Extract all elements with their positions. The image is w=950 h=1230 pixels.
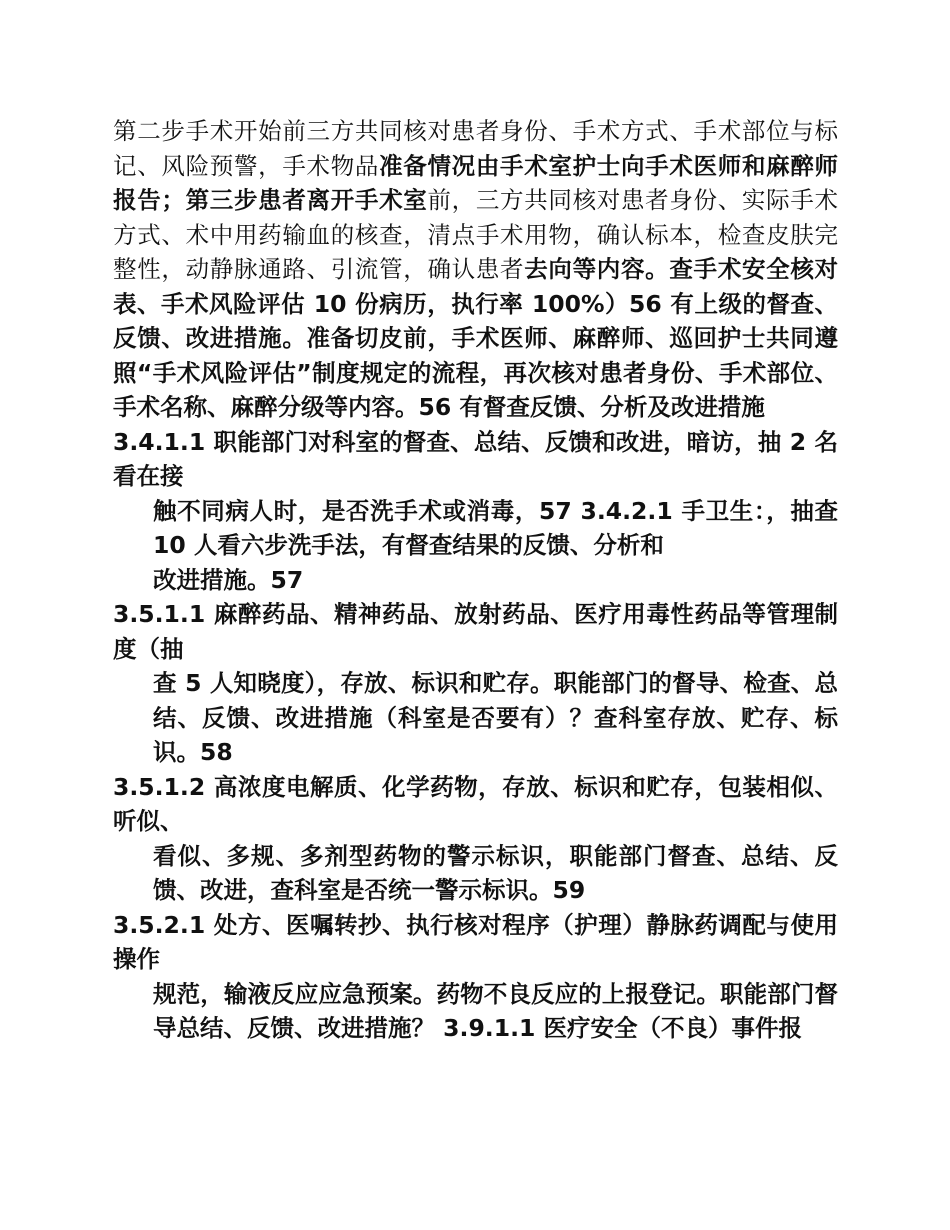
paragraph-3-5-2-1 [113,908,838,977]
document-page [113,114,838,1046]
text-run: 第二步手术开始前三方共同核对患者身份、手术方式、手术部位与标记、风险预警，手术物品 [113,117,838,180]
text-run-bold: 触不同病人时，是否洗手术或消毒，57 3.4.2.1 手卫生：，抽查 10 人看六步洗手法，有督查结果的反馈、分析和 [153,496,838,559]
paragraph-surgery-verification [113,114,838,425]
paragraph-3-4-1-1 [113,425,838,494]
paragraph-3-5-1-2 [113,770,838,839]
paragraph-3-4-2-1 [113,494,838,563]
paragraph-improvement-57 [113,563,838,598]
text-run-bold: 3.5.1.2 高浓度电解质、化学药物，存放、标识和贮存，包装相似、听似、 [113,772,838,835]
text-run-bold: 看似、多规、多剂型药物的警示标识，职能部门督查、总结、反馈、改进，查科室是否统一警示标识。59 [153,841,838,904]
text-run-bold: 3.5.2.1 处方、医嘱转抄、执行核对程序（护理）静脉药调配与使用操作 [113,910,838,973]
paragraph-3-9-1-1 [113,977,838,1046]
paragraph-storage-58 [113,666,838,770]
text-run-bold: 规范，输液反应应急预案。药物不良反应的上报登记。职能部门督导总结、反馈、改进措施？ 3.9.1.1 医疗安全（不良）事件报 [153,979,838,1042]
text-run-bold: 改进措施。57 [153,565,304,594]
text-run-bold: 去向等内容。查手术安全核对表、手术风险评估 10 份病历，执行率 100%）56 有上级的督查、反馈、改进措施。准备切皮前，手术医师、麻醉师、巡回护士共同遵照“手术风险评估”制度规定的流程，再次核对患者身份、手术部位、手术名称、麻醉分级等内容。56 有督查反馈、分析及改进措施 [113,255,839,421]
text-run-bold: 3.5.1.1 麻醉药品、精神药品、放射药品、医疗用毒性药品等管理制度（抽 [113,600,838,663]
text-run: 前，三方共同核对患者身份、实际手术方式、术中用药输血的核查，清点手术用物，确认标本，检查皮肤完整性，动静脉通路、引流管，确认患者 [113,186,839,283]
text-run-bold: 3.4.1.1 职能部门对科室的督查、总结、反馈和改进，暗访，抽 2 名看在接 [113,427,838,490]
text-run-bold: 准备情况由手术室护士向手术医师和麻醉师报告；第三步患者离开手术室 [113,151,839,214]
text-run-bold: 查 5 人知晓度），存放、标识和贮存。职能部门的督导、检查、总结、反馈、改进措施（科室是否要有）？查科室存放、贮存、标识。58 [153,669,838,766]
paragraph-warning-labels-59 [113,839,838,908]
paragraph-3-5-1-1 [113,597,838,666]
